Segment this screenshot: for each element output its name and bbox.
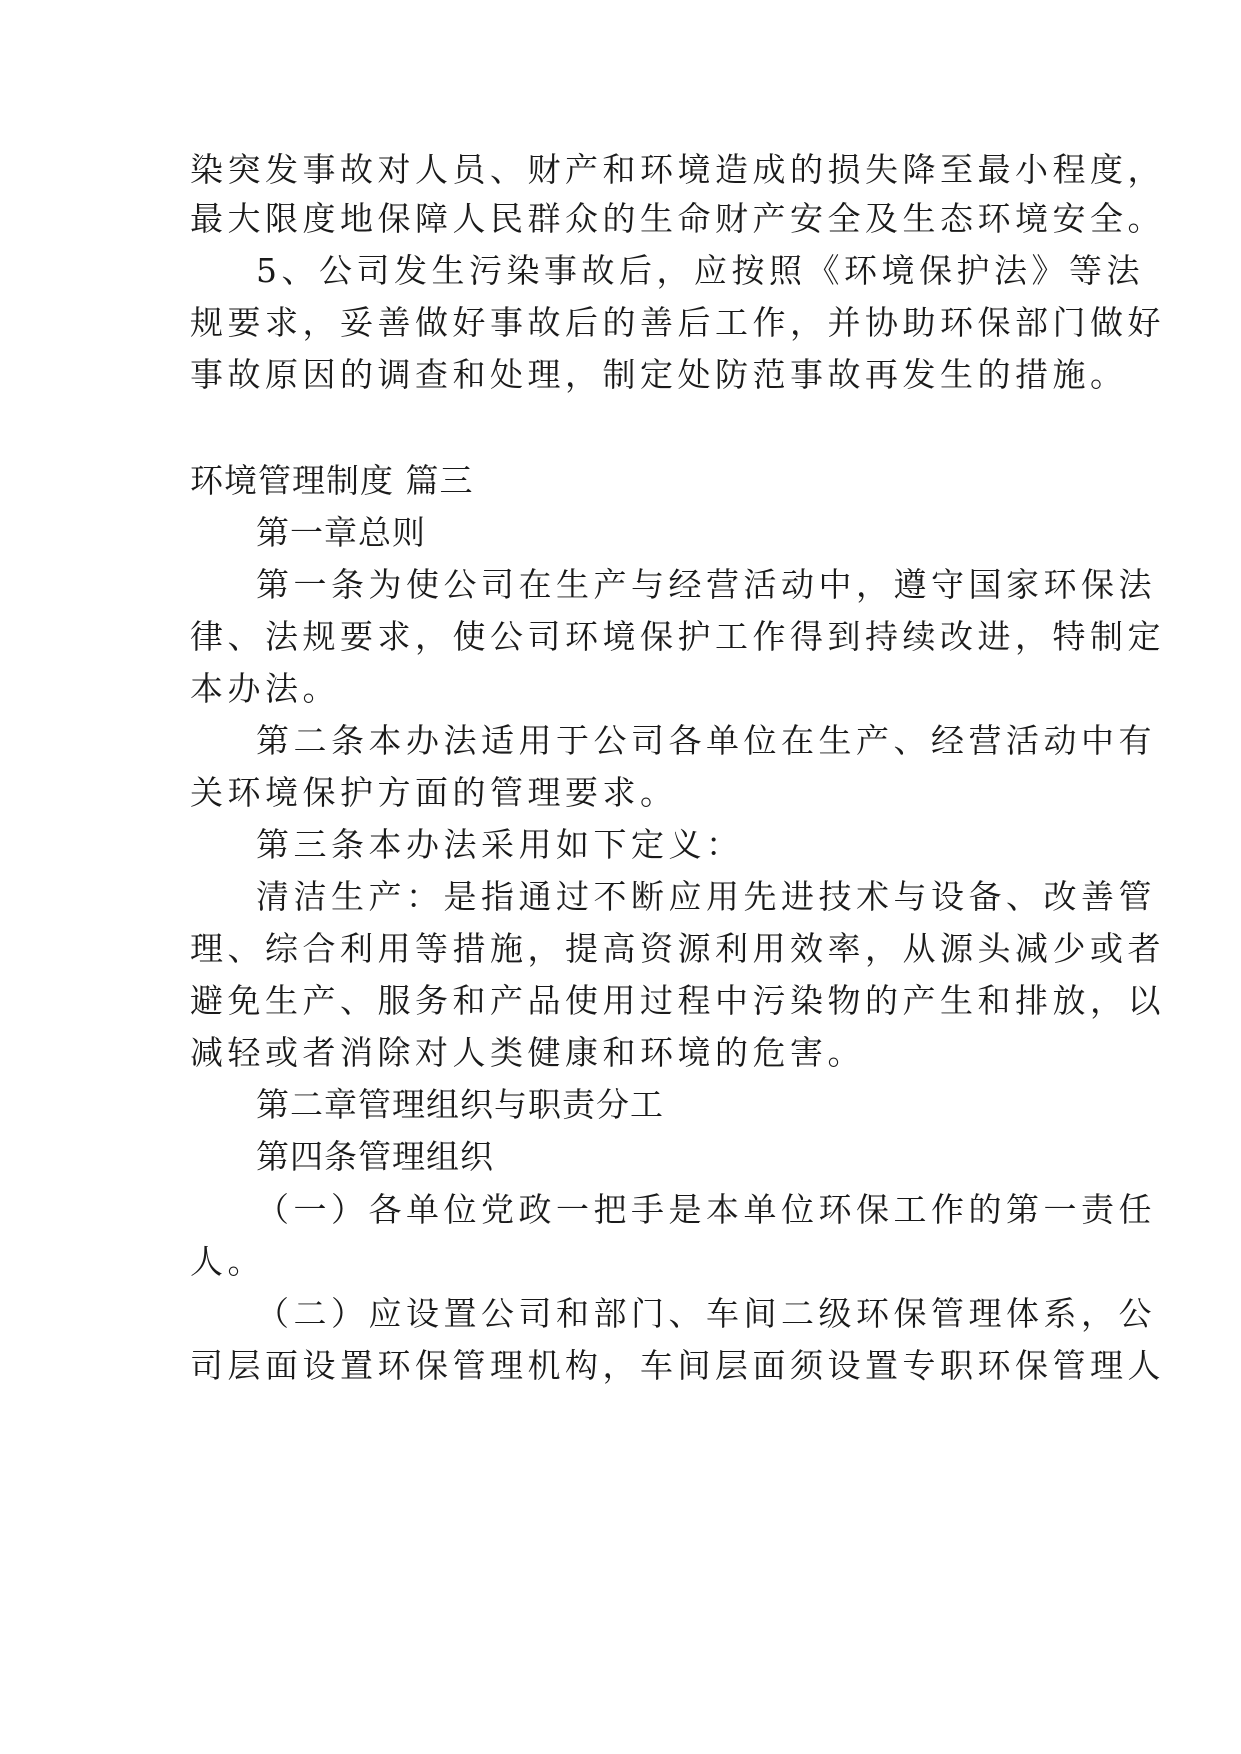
article-heading: 第四条管理组织: [256, 1137, 494, 1176]
text-line: 关环境保护方面的管理要求。: [190, 773, 678, 812]
text-line: 避免生产、服务和产品使用过程中污染物的产生和排放，以: [190, 981, 1165, 1020]
text-line: 本办法。: [190, 669, 340, 708]
section-heading: 环境管理制度 篇三: [190, 461, 474, 500]
text-line: （一）各单位党政一把手是本单位环保工作的第一责任: [256, 1190, 1156, 1229]
text-line: 5、公司发生污染事故后，应按照《环境保护法》等法: [256, 251, 1144, 290]
text-line: 事故原因的调查和处理，制定处防范事故再发生的措施。: [190, 355, 1128, 394]
text-line: 司层面设置环保管理机构，车间层面须设置专职环保管理人: [190, 1346, 1165, 1385]
text-line: 人。: [190, 1242, 265, 1281]
text-line: 规要求，妥善做好事故后的善后工作，并协助环保部门做好: [190, 303, 1165, 342]
text-line: 清洁生产：是指通过不断应用先进技术与设备、改善管: [256, 877, 1156, 916]
text-line: 最大限度地保障人民群众的生命财产安全及生态环境安全。: [190, 199, 1165, 238]
text-line: （二）应设置公司和部门、车间二级环保管理体系，公: [256, 1294, 1156, 1333]
text-line: 第一条为使公司在生产与经营活动中，遵守国家环保法: [256, 565, 1156, 604]
text-line: 律、法规要求，使公司环境保护工作得到持续改进，特制定: [190, 617, 1165, 656]
text-line: 染突发事故对人员、财产和环境造成的损失降至最小程度，: [190, 150, 1165, 189]
chapter-heading: 第一章总则: [256, 513, 426, 552]
chapter-heading: 第二章管理组织与职责分工: [256, 1085, 664, 1124]
text-line: 减轻或者消除对人类健康和环境的危害。: [190, 1033, 865, 1072]
text-line: 第三条本办法采用如下定义：: [256, 825, 744, 864]
text-line: 第二条本办法适用于公司各单位在生产、经营活动中有: [256, 721, 1156, 760]
text-line: 理、综合利用等措施，提高资源利用效率，从源头减少或者: [190, 929, 1165, 968]
